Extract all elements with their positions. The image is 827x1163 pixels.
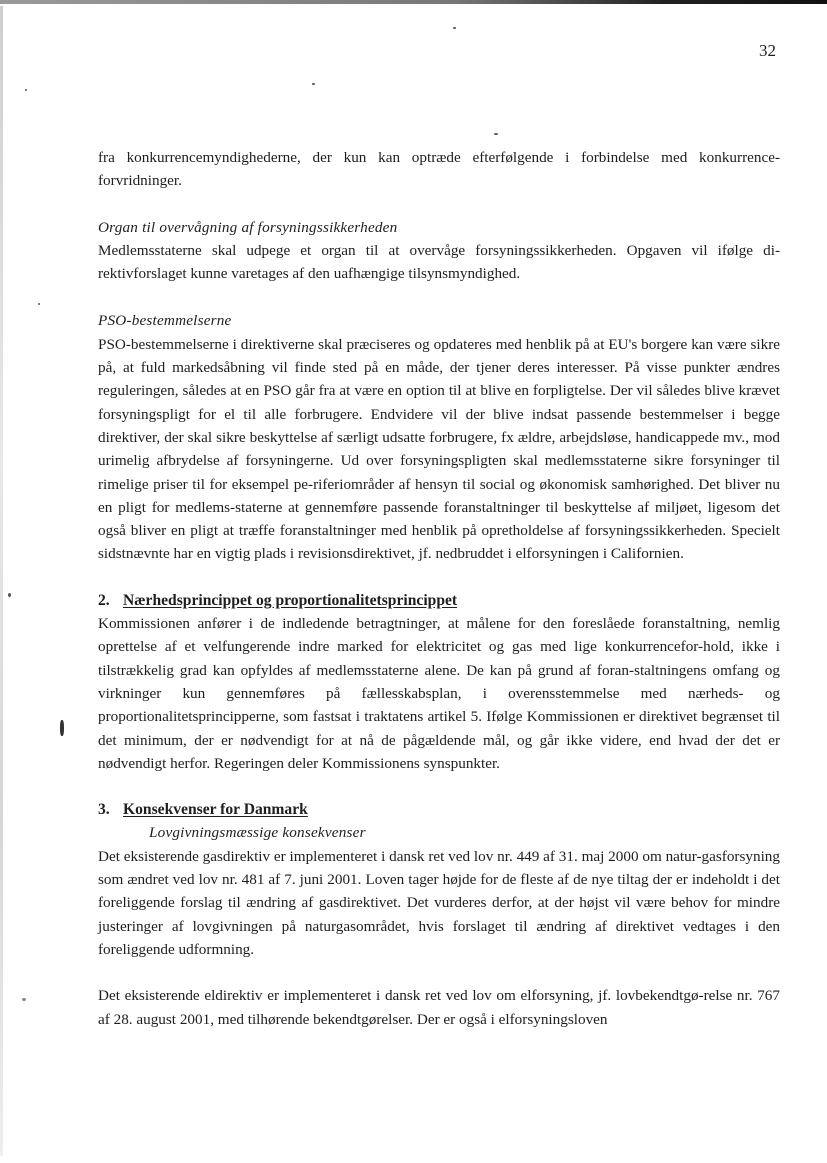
section-title: Nærhedsprincippet og proportionalitetsprincippet [123,591,458,609]
scan-speck [312,83,315,85]
section-heading-consequences [98,798,780,821]
scan-speck [494,133,498,135]
subsidiarity-paragraph: Kommissionen anfører i de indledende betragtninger, at målene for den foreslåede foranstaltning, nemlig oprettelse af et velfungerende indre marked for elektricitet og gas med lige konkurrencefor-hold, ikke i tilstrækkelig grad kan opfyldes af medlemsstaterne alene. De kan på grund af foran-staltningens omfang og virkninger kun gennemføres på fællesskabsplan, i overensstemmelse med nærheds- og proportionalitetsprincipperne, som fastsat i traktatens artikel 5. Ifølge Kommissionen er direktivet begrænset til det minimum, der er nødvendigt for at nå de pågældende mål, og går ikke videre, end hvad der det er nødvendigt herfor. Regeringen deler Kommissionens synspunkter. [98,615,780,772]
section-number: 2. [98,591,110,609]
page-number: 32 [759,41,776,60]
scan-speck [60,720,64,736]
intro-paragraph: fra konkurrencemyndighederne, der kun kan optræde efterfølgende i forbindelse med konkurrence-forvridninger. [98,149,780,190]
paragraph-gap [98,566,780,589]
scan-speck [25,89,27,91]
section-title: Konsekvenser for Danmark [123,801,308,819]
electricity-directive-paragraph: Det eksisterende eldirektiv er implementeret i dansk ret ved lov om elforsyning, jf. lovbekendtgø-relse nr. 767 af 28. august 2001, med tilhørende bekendtgørelser. Der er også i elforsyningsloven [98,987,780,1028]
scan-left-edge [0,6,3,1156]
scan-speck [8,593,11,597]
section-heading-subsidiarity [98,589,780,612]
pso-subheading: PSO-bestemmelserne [98,312,232,330]
organ-paragraph: Medlemsstaterne skal udpege et organ til at overvåge forsyningssikkerheden. Opgaven vil ifølge di-rektivforslaget kunne varetages af den uafhængige tilsynsmyndighed. [98,241,780,283]
paragraph-gap [98,285,780,309]
scan-speck [22,998,26,1001]
scan-speck [453,27,456,29]
section-number: 3. [98,801,110,819]
paragraph-gap [98,961,780,984]
document-body [98,146,780,1031]
scan-speck [38,303,40,305]
pso-paragraph: PSO-bestemmelserne i direktiverne skal præciseres og opdateres med henblik på at EU's borgere kan være sikre på, at fuld markedsåbning vil finde sted på en måde, der tjener deres interesser. På visse punkter ændres reguleringen, således at en PSO går fra at være en option til at blive en forpligtelse. Der vil således blive krævet forsyningspligt for el til alle forbrugere. Endvidere vil der blive indsat passende bestemmelser i begge direktiver, der skal sikre beskyttelse af særligt udsatte forbrugere, fx ældre, arbejdsløse, handicappede mv., mod urimelig afbrydelse af forsyningerne. Ud over forsyningspligten skal medlemsstaterne sikre forsyninger til rimelige priser til for eksempel pe-riferiområder af hensyn til social og økonomisk samhørighed. Det bliver nu en pligt for medlems-staterne at gennemføre passende foranstaltninger til beskyttelse af miljøet, ligesom det også bliver en pligt at træffe foranstaltninger med henblik på opretholdelse af forsyningssikkerheden. Specielt sidstnævnte har en vigtig plads i revisionsdirektivet, jf. nedbruddet i elforsyningen i Californien. [98,335,780,563]
organ-subheading: Organ til overvågning af forsyningssikkerheden [98,218,398,236]
paragraph-gap [98,193,780,216]
scan-top-edge [0,0,827,4]
paragraph-gap [98,775,780,798]
gas-directive-paragraph: Det eksisterende gasdirektiv er implementeret i dansk ret ved lov nr. 449 af 31. maj 2000 om natur-gasforsyning som ændret ved lov nr. 481 af 7. juni 2001. Loven tager højde for de fleste af de nye tiltag der er indeholdt i det foreliggende forslag til ændring af gasdirektivet. Det vurderes derfor, at der højst vil være behov for mindre justeringer af lovgivningen på naturgasområdet, hvis forslaget til ændring af direktivet vedtages i den foreliggende udformning. [98,847,780,958]
legislative-subheading: Lovgivningsmæssige konsekvenser [149,824,366,842]
